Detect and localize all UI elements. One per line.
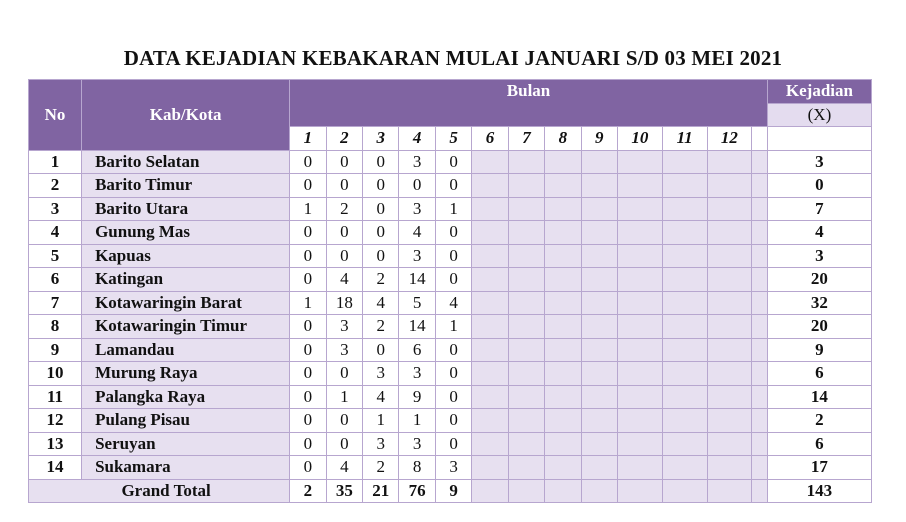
row-no: 7 — [29, 291, 82, 315]
row-month-value: 0 — [290, 456, 326, 480]
row-month-empty — [472, 150, 508, 174]
row-month-empty — [707, 174, 752, 198]
table-row — [29, 244, 872, 268]
row-no: 13 — [29, 432, 82, 456]
row-month-empty — [618, 456, 663, 480]
row-month-value: 0 — [363, 197, 399, 221]
row-month-empty — [472, 291, 508, 315]
row-kab-kota: Murung Raya — [82, 362, 290, 386]
row-spacer — [752, 409, 768, 433]
row-month-empty — [508, 362, 544, 386]
row-month-empty — [618, 268, 663, 292]
header-month-7: 7 — [508, 127, 544, 151]
table-row — [29, 315, 872, 339]
row-month-empty — [707, 150, 752, 174]
row-spacer — [752, 385, 768, 409]
row-month-empty — [508, 409, 544, 433]
row-month-value: 0 — [326, 244, 362, 268]
grand-total-empty — [545, 479, 581, 503]
row-month-empty — [618, 315, 663, 339]
row-total: 6 — [767, 432, 871, 456]
row-spacer — [752, 150, 768, 174]
row-month-value: 18 — [326, 291, 362, 315]
row-month-empty — [545, 268, 581, 292]
table-row — [29, 456, 872, 480]
row-month-empty — [581, 409, 617, 433]
row-month-empty — [545, 315, 581, 339]
row-month-empty — [581, 456, 617, 480]
row-month-value: 3 — [399, 197, 435, 221]
row-month-empty — [618, 291, 663, 315]
row-month-value: 0 — [290, 338, 326, 362]
row-month-value: 8 — [399, 456, 435, 480]
row-month-empty — [472, 409, 508, 433]
row-month-value: 0 — [290, 409, 326, 433]
row-month-empty — [707, 409, 752, 433]
grand-total-empty — [508, 479, 544, 503]
row-month-empty — [508, 150, 544, 174]
row-spacer — [752, 315, 768, 339]
table-row — [29, 432, 872, 456]
row-no: 2 — [29, 174, 82, 198]
row-month-empty — [508, 197, 544, 221]
row-month-empty — [618, 338, 663, 362]
row-month-value: 0 — [435, 221, 471, 245]
grand-total-spacer — [752, 479, 768, 503]
row-month-value: 0 — [290, 150, 326, 174]
row-no: 9 — [29, 338, 82, 362]
row-total: 20 — [767, 268, 871, 292]
row-month-empty — [581, 315, 617, 339]
row-month-empty — [618, 362, 663, 386]
row-month-value: 5 — [399, 291, 435, 315]
row-month-value: 2 — [363, 268, 399, 292]
row-month-value: 0 — [290, 221, 326, 245]
row-month-value: 0 — [290, 268, 326, 292]
row-no: 4 — [29, 221, 82, 245]
row-month-value: 4 — [326, 456, 362, 480]
row-month-empty — [707, 268, 752, 292]
row-month-empty — [581, 432, 617, 456]
grand-total-empty — [581, 479, 617, 503]
row-month-empty — [707, 362, 752, 386]
row-total: 14 — [767, 385, 871, 409]
row-month-value: 0 — [399, 174, 435, 198]
row-spacer — [752, 291, 768, 315]
row-month-value: 9 — [399, 385, 435, 409]
row-month-empty — [618, 409, 663, 433]
row-month-value: 1 — [290, 197, 326, 221]
row-total: 3 — [767, 244, 871, 268]
row-month-empty — [508, 291, 544, 315]
row-month-value: 0 — [435, 150, 471, 174]
row-kab-kota: Lamandau — [82, 338, 290, 362]
row-month-value: 0 — [435, 244, 471, 268]
header-month-11: 11 — [662, 127, 707, 151]
row-month-value: 4 — [326, 268, 362, 292]
row-month-empty — [618, 150, 663, 174]
row-month-value: 3 — [435, 456, 471, 480]
row-total: 7 — [767, 197, 871, 221]
grand-total-label: Grand Total — [29, 479, 290, 503]
row-month-empty — [662, 432, 707, 456]
row-no: 12 — [29, 409, 82, 433]
row-month-empty — [545, 409, 581, 433]
row-month-empty — [662, 197, 707, 221]
row-month-empty — [472, 268, 508, 292]
row-month-value: 2 — [326, 197, 362, 221]
row-month-empty — [707, 221, 752, 245]
row-spacer — [752, 456, 768, 480]
header-month-10: 10 — [618, 127, 663, 151]
row-no: 6 — [29, 268, 82, 292]
table-row — [29, 174, 872, 198]
row-kab-kota: Katingan — [82, 268, 290, 292]
row-month-empty — [472, 385, 508, 409]
row-no: 14 — [29, 456, 82, 480]
row-month-value: 3 — [326, 338, 362, 362]
row-no: 11 — [29, 385, 82, 409]
row-kab-kota: Kotawaringin Barat — [82, 291, 290, 315]
row-month-empty — [707, 244, 752, 268]
grand-total-value: 143 — [767, 479, 871, 503]
table-row — [29, 385, 872, 409]
row-kab-kota: Pulang Pisau — [82, 409, 290, 433]
row-month-empty — [545, 197, 581, 221]
row-month-value: 0 — [326, 150, 362, 174]
header-kejadian: Kejadian — [767, 80, 871, 104]
row-month-value: 0 — [326, 409, 362, 433]
row-total: 4 — [767, 221, 871, 245]
row-month-empty — [508, 456, 544, 480]
row-month-empty — [707, 338, 752, 362]
row-month-empty — [581, 362, 617, 386]
row-month-empty — [581, 385, 617, 409]
row-month-empty — [581, 338, 617, 362]
table-row — [29, 291, 872, 315]
row-month-value: 0 — [326, 174, 362, 198]
row-month-empty — [545, 338, 581, 362]
row-month-empty — [545, 362, 581, 386]
table-row — [29, 221, 872, 245]
row-month-empty — [508, 315, 544, 339]
row-month-value: 0 — [435, 362, 471, 386]
row-month-value: 0 — [435, 268, 471, 292]
grand-total-month: 35 — [326, 479, 362, 503]
grand-total-empty — [662, 479, 707, 503]
header-month-3: 3 — [363, 127, 399, 151]
row-month-empty — [472, 432, 508, 456]
row-spacer — [752, 244, 768, 268]
header-bulan: Bulan — [290, 80, 768, 127]
row-kab-kota: Gunung Mas — [82, 221, 290, 245]
table-row — [29, 268, 872, 292]
row-month-empty — [707, 197, 752, 221]
row-month-value: 3 — [399, 432, 435, 456]
row-month-value: 1 — [326, 385, 362, 409]
row-month-empty — [545, 221, 581, 245]
row-month-empty — [545, 150, 581, 174]
row-month-empty — [545, 174, 581, 198]
row-month-value: 6 — [399, 338, 435, 362]
header-month-4: 4 — [399, 127, 435, 151]
row-total: 17 — [767, 456, 871, 480]
row-month-value: 1 — [435, 197, 471, 221]
row-total: 3 — [767, 150, 871, 174]
row-month-empty — [581, 268, 617, 292]
row-spacer — [752, 432, 768, 456]
row-month-value: 0 — [435, 338, 471, 362]
row-month-value: 4 — [363, 291, 399, 315]
row-month-value: 0 — [290, 244, 326, 268]
row-month-empty — [662, 291, 707, 315]
grand-total-month: 2 — [290, 479, 326, 503]
grand-total-month: 76 — [399, 479, 435, 503]
row-kab-kota: Kotawaringin Timur — [82, 315, 290, 339]
row-spacer — [752, 362, 768, 386]
row-month-empty — [508, 221, 544, 245]
row-month-empty — [662, 362, 707, 386]
row-month-empty — [662, 244, 707, 268]
header-kab-kota: Kab/Kota — [82, 80, 290, 151]
row-month-value: 14 — [399, 315, 435, 339]
header-month-2: 2 — [326, 127, 362, 151]
row-no: 1 — [29, 150, 82, 174]
row-month-value: 1 — [435, 315, 471, 339]
row-month-empty — [707, 315, 752, 339]
row-month-empty — [662, 268, 707, 292]
row-month-value: 1 — [363, 409, 399, 433]
row-month-empty — [662, 315, 707, 339]
row-month-value: 0 — [363, 174, 399, 198]
row-month-empty — [662, 409, 707, 433]
header-spacer — [752, 127, 768, 151]
row-month-empty — [618, 432, 663, 456]
row-month-value: 0 — [290, 385, 326, 409]
row-month-empty — [472, 244, 508, 268]
row-month-value: 0 — [363, 221, 399, 245]
grand-total-month: 9 — [435, 479, 471, 503]
row-spacer — [752, 338, 768, 362]
row-month-empty — [508, 385, 544, 409]
table-row — [29, 362, 872, 386]
row-month-value: 0 — [326, 432, 362, 456]
row-kab-kota: Barito Utara — [82, 197, 290, 221]
row-month-value: 3 — [363, 362, 399, 386]
row-spacer — [752, 221, 768, 245]
row-total: 32 — [767, 291, 871, 315]
row-kab-kota: Kapuas — [82, 244, 290, 268]
row-month-value: 3 — [363, 432, 399, 456]
row-kab-kota: Sukamara — [82, 456, 290, 480]
header-month-8: 8 — [545, 127, 581, 151]
header-month-12: 12 — [707, 127, 752, 151]
row-total: 2 — [767, 409, 871, 433]
row-month-empty — [581, 221, 617, 245]
row-month-value: 2 — [363, 456, 399, 480]
header-total-blank — [767, 127, 871, 151]
header-unit: (X) — [767, 103, 871, 127]
row-month-value: 0 — [363, 150, 399, 174]
row-month-value: 3 — [399, 150, 435, 174]
row-month-value: 3 — [399, 244, 435, 268]
header-no: No — [29, 80, 82, 151]
table-row — [29, 150, 872, 174]
row-month-empty — [618, 221, 663, 245]
header-month-1: 1 — [290, 127, 326, 151]
row-month-value: 0 — [435, 174, 471, 198]
row-spacer — [752, 197, 768, 221]
row-month-value: 0 — [363, 338, 399, 362]
fire-incident-table — [28, 79, 872, 503]
header-month-9: 9 — [581, 127, 617, 151]
row-no: 3 — [29, 197, 82, 221]
row-month-empty — [472, 174, 508, 198]
row-month-empty — [545, 291, 581, 315]
row-month-value: 0 — [435, 409, 471, 433]
row-month-value: 0 — [290, 362, 326, 386]
row-month-empty — [545, 456, 581, 480]
row-month-value: 1 — [399, 409, 435, 433]
row-month-value: 3 — [399, 362, 435, 386]
grand-total-row — [29, 479, 872, 503]
page-title: DATA KEJADIAN KEBAKARAN MULAI JANUARI S/D 03 MEI 2021 — [123, 46, 783, 70]
row-month-value: 0 — [363, 244, 399, 268]
row-month-empty — [581, 150, 617, 174]
row-total: 20 — [767, 315, 871, 339]
row-month-empty — [472, 456, 508, 480]
row-month-value: 4 — [435, 291, 471, 315]
row-kab-kota: Barito Timur — [82, 174, 290, 198]
row-month-empty — [662, 338, 707, 362]
grand-total-empty — [618, 479, 663, 503]
row-month-empty — [581, 174, 617, 198]
row-month-value: 0 — [290, 432, 326, 456]
table-row — [29, 197, 872, 221]
row-month-empty — [472, 362, 508, 386]
row-month-value: 14 — [399, 268, 435, 292]
row-month-empty — [662, 385, 707, 409]
row-month-empty — [472, 221, 508, 245]
row-month-value: 0 — [326, 362, 362, 386]
row-month-empty — [472, 197, 508, 221]
row-month-empty — [508, 174, 544, 198]
header-month-5: 5 — [435, 127, 471, 151]
row-no: 10 — [29, 362, 82, 386]
row-month-value: 1 — [290, 291, 326, 315]
row-month-value: 0 — [435, 432, 471, 456]
row-month-value: 0 — [326, 221, 362, 245]
table-row — [29, 409, 872, 433]
row-total: 6 — [767, 362, 871, 386]
row-month-empty — [707, 456, 752, 480]
row-month-value: 2 — [363, 315, 399, 339]
row-month-empty — [472, 315, 508, 339]
row-month-empty — [662, 150, 707, 174]
row-month-value: 3 — [326, 315, 362, 339]
grand-total-month: 21 — [363, 479, 399, 503]
row-month-value: 0 — [290, 174, 326, 198]
row-month-empty — [618, 244, 663, 268]
row-month-value: 4 — [363, 385, 399, 409]
row-month-empty — [618, 385, 663, 409]
row-kab-kota: Barito Selatan — [82, 150, 290, 174]
grand-total-empty — [472, 479, 508, 503]
row-no: 8 — [29, 315, 82, 339]
row-month-empty — [581, 244, 617, 268]
row-kab-kota: Seruyan — [82, 432, 290, 456]
row-month-empty — [662, 174, 707, 198]
table-row — [29, 338, 872, 362]
row-month-empty — [662, 456, 707, 480]
row-month-empty — [707, 432, 752, 456]
row-month-empty — [581, 197, 617, 221]
row-month-empty — [508, 432, 544, 456]
row-month-empty — [662, 221, 707, 245]
row-total: 9 — [767, 338, 871, 362]
row-month-empty — [581, 291, 617, 315]
row-month-empty — [618, 197, 663, 221]
row-month-value: 0 — [435, 385, 471, 409]
row-month-empty — [508, 268, 544, 292]
row-month-empty — [508, 244, 544, 268]
row-spacer — [752, 268, 768, 292]
row-month-value: 0 — [290, 315, 326, 339]
row-no: 5 — [29, 244, 82, 268]
row-total: 0 — [767, 174, 871, 198]
row-spacer — [752, 174, 768, 198]
grand-total-empty — [707, 479, 752, 503]
row-month-empty — [545, 244, 581, 268]
row-month-empty — [707, 291, 752, 315]
row-month-empty — [472, 338, 508, 362]
row-month-empty — [545, 385, 581, 409]
row-kab-kota: Palangka Raya — [82, 385, 290, 409]
row-month-value: 4 — [399, 221, 435, 245]
row-month-empty — [508, 338, 544, 362]
row-month-empty — [545, 432, 581, 456]
header-month-6: 6 — [472, 127, 508, 151]
row-month-empty — [618, 174, 663, 198]
row-month-empty — [707, 385, 752, 409]
